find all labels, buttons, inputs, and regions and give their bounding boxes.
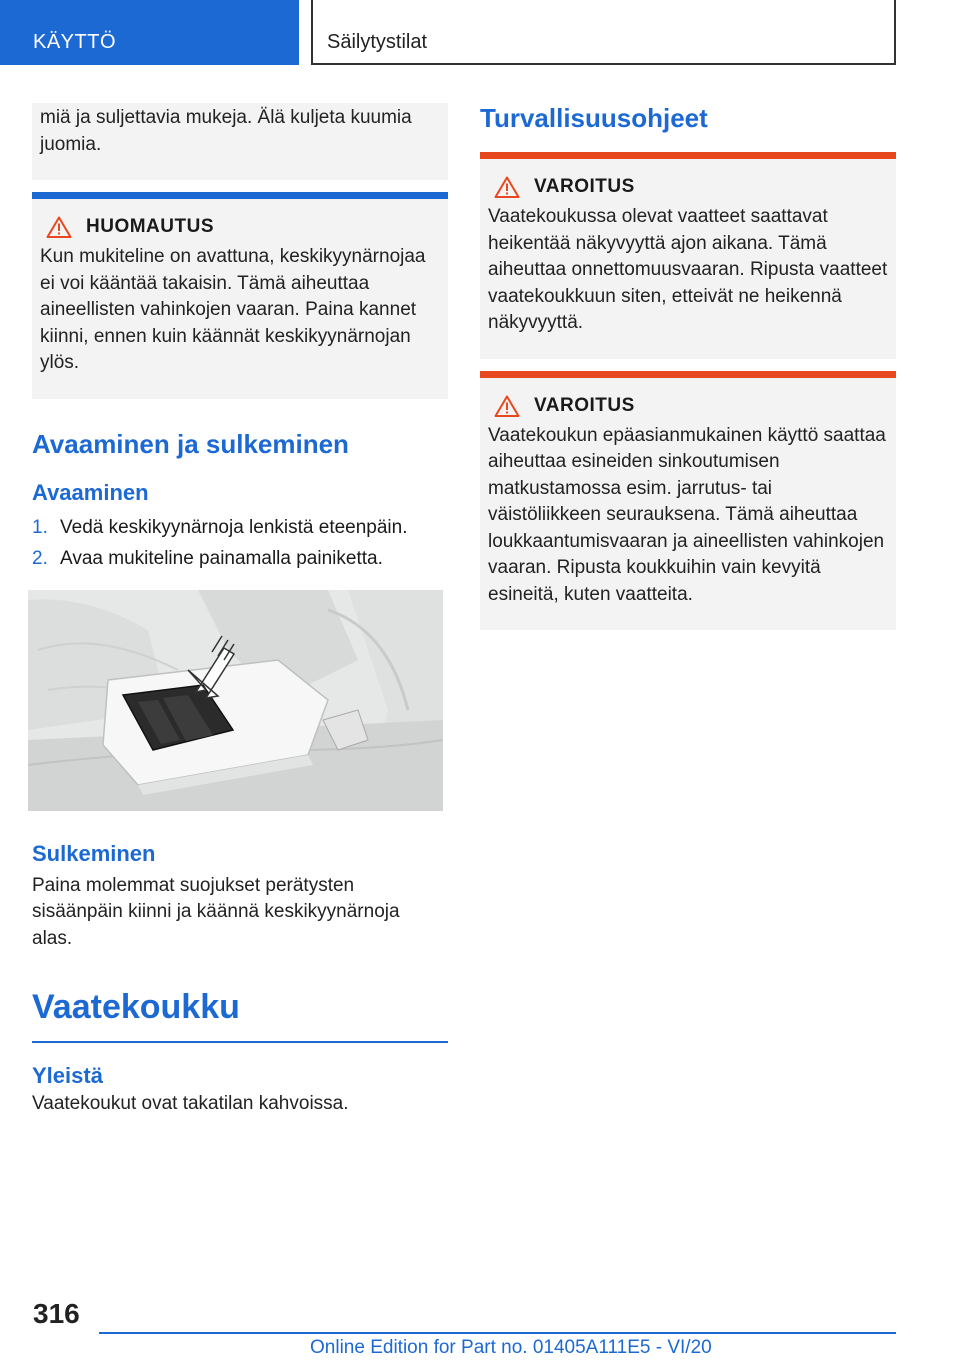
step-item: [32, 543, 448, 574]
notice-box: [32, 192, 448, 399]
step-text: Avaa mukiteline painamalla painiketta.: [60, 547, 383, 569]
warning-header: [488, 395, 888, 417]
step-text: Vedä keskikyynärnoja lenkistä eteenpäin.: [60, 516, 408, 538]
closing-heading: Sulkeminen: [32, 840, 156, 866]
page-number: 316: [33, 1298, 80, 1329]
general-heading: Yleistä: [32, 1063, 103, 1088]
warning-triangle-icon: [46, 216, 72, 238]
notice-title: HUOMAUTUS: [86, 216, 214, 237]
left-column: [32, 103, 448, 1118]
warning-box: [480, 152, 896, 359]
continued-text-box: [32, 103, 448, 180]
opening-heading: Avaaminen: [32, 479, 149, 505]
safety-heading: Turvallisuusohjeet: [480, 103, 708, 133]
chapter-title: Säilytystilat: [327, 31, 428, 53]
footer-rule: [99, 1332, 896, 1334]
notice-header: [40, 216, 440, 238]
armrest-cupholder-image: [28, 590, 443, 811]
edition-text: Online Edition for Part no. 01405A111E5 - VI/20: [310, 1337, 712, 1358]
warning-box: [480, 371, 896, 631]
notice-text: Kun mukiteline on avattuna, keskikyynärnojaa ei voi kääntää takaisin. Tämä aiheuttaa aineellisten vahinkojen vaaran. Paina kannet kiinni, ennen kuin käännät keskikyynärnojan ylös.: [40, 246, 426, 373]
chapter-rule: [32, 1041, 448, 1043]
chapter-heading: Vaatekoukku: [32, 988, 240, 1026]
warning-title: VAROITUS: [534, 176, 635, 197]
warning-triangle-icon: [494, 176, 520, 198]
step-number: 1.: [32, 516, 48, 538]
warning-triangle-icon: [494, 395, 520, 417]
opening-steps: [32, 512, 448, 574]
step-item: [32, 512, 448, 543]
step-number: 2.: [32, 547, 48, 569]
section-heading: Avaaminen ja sulkeminen: [32, 428, 349, 459]
cupholder-illustration: [28, 590, 443, 811]
closing-text: Paina molemmat suojukset perätysten sisäänpäin kiinni ja käännä keskikyynärnoja alas.: [32, 874, 400, 949]
chapter-header: [311, 0, 896, 65]
warning-title: VAROITUS: [534, 394, 635, 416]
right-column: [480, 103, 896, 630]
warning-text: Vaatekoukun epäasianmukainen käyttö saattaa aiheuttaa esineiden sinkoutumisen matkustamossa esim. jarrutus- tai väistöliikkeen seurauksena. Tämä aiheuttaa loukkaantumisvaaran ja aineellisten vahinkojen vaaran. Ripusta koukkuihin vain kevyitä esineitä, kuten vaatteita.: [488, 424, 886, 605]
warning-text: Vaatekoukussa olevat vaatteet saattavat heikentää näkyvyyttä ajon aikana. Tämä aiheuttaa onnettomuusvaaran. Ripusta vaatteet vaatekoukkuun siten, etteivät ne heikennä näkyvyyttä.: [488, 206, 888, 333]
general-text: Vaatekoukut ovat takatilan kahvoissa.: [32, 1093, 349, 1114]
continued-text: miä ja suljettavia mukeja. Älä kuljeta kuumia juomia.: [40, 107, 412, 155]
section-title: KÄYTTÖ: [33, 31, 117, 53]
warning-header: [488, 176, 888, 198]
section-tab: [0, 0, 299, 65]
